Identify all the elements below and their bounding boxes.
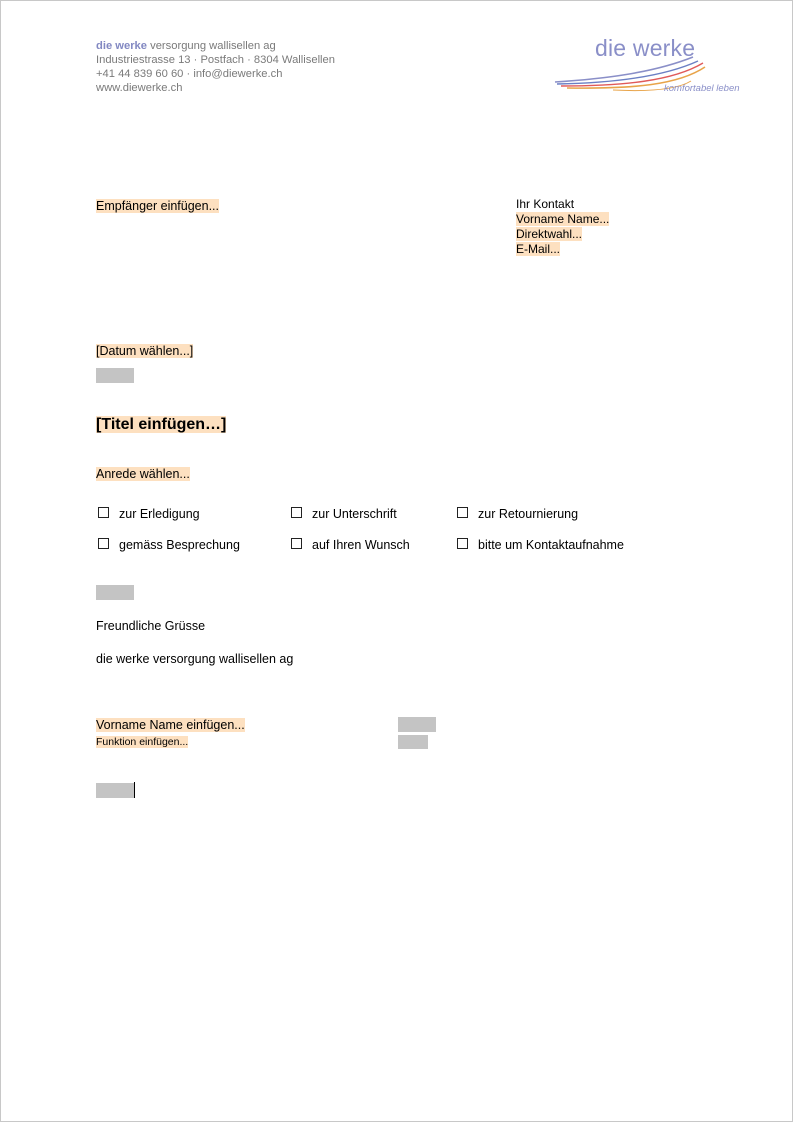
contact-phone-placeholder: Direktwahl...: [516, 227, 583, 241]
signature-name-field[interactable]: [96, 717, 245, 733]
date-placeholder: [Datum wählen...]: [96, 344, 194, 358]
checkbox-label: zur Erledigung: [119, 507, 200, 521]
company-logo: [553, 33, 753, 101]
logo-tagline: komfortabel leben: [664, 83, 740, 94]
sender-address: Industriestrasse 13 · Postfach · 8304 Wallisellen: [96, 54, 335, 66]
empty-field-signature-2-name[interactable]: [398, 717, 436, 732]
checkbox-square-icon[interactable]: [98, 538, 109, 549]
sender-company-rest: versorgung wallisellen ag: [147, 40, 276, 52]
contact-email-field[interactable]: [516, 242, 609, 257]
checkbox-label: zur Retournierung: [478, 507, 579, 521]
checkbox-zur-retournierung[interactable]: [457, 506, 578, 522]
date-field[interactable]: [96, 343, 193, 359]
signature-name-placeholder: Vorname Name einfügen...: [96, 718, 245, 732]
checkbox-square-icon[interactable]: [291, 538, 302, 549]
contact-heading: Ihr Kontakt: [516, 197, 575, 211]
title-placeholder: [Titel einfügen…]: [96, 416, 227, 433]
checkbox-zur-unterschrift[interactable]: [291, 506, 397, 522]
recipient-placeholder: Empfänger einfügen...: [96, 199, 219, 213]
sender-brand: die werke: [96, 40, 147, 52]
contact-block: [516, 197, 609, 257]
checkbox-bitte-um-kontaktaufnahme[interactable]: [457, 537, 624, 553]
recipient-field[interactable]: [96, 198, 219, 214]
sender-contact: +41 44 839 60 60 · info@diewerke.ch: [96, 68, 283, 80]
checkbox-gemaess-besprechung[interactable]: [98, 537, 240, 553]
sender-web: www.diewerke.ch: [96, 82, 183, 94]
contact-name-field[interactable]: [516, 212, 609, 227]
signature-function-field[interactable]: [96, 736, 188, 749]
checkbox-zur-erledigung[interactable]: [98, 506, 200, 522]
salutation-placeholder: Anrede wählen...: [96, 467, 190, 481]
checkbox-label: auf Ihren Wunsch: [312, 538, 410, 552]
closing-company: die werke versorgung wallisellen ag: [96, 652, 294, 666]
sender-block: [96, 39, 335, 95]
sender-company: [96, 39, 335, 53]
empty-field-enclosure[interactable]: [96, 783, 134, 798]
logo-wordmark: die werke: [595, 35, 696, 61]
title-field[interactable]: [96, 416, 226, 434]
checkbox-auf-ihren-wunsch[interactable]: [291, 537, 410, 553]
contact-email-placeholder: E-Mail...: [516, 242, 561, 256]
salutation-field[interactable]: [96, 466, 190, 482]
checkbox-label: gemäss Besprechung: [119, 538, 240, 552]
checkbox-square-icon[interactable]: [291, 507, 302, 518]
checkbox-label: zur Unterschrift: [312, 507, 397, 521]
checkbox-label: bitte um Kontaktaufnahme: [478, 538, 624, 552]
checkbox-square-icon[interactable]: [457, 538, 468, 549]
signature-function-placeholder: Funktion einfügen...: [96, 736, 189, 748]
empty-field-signature-2-function[interactable]: [398, 735, 428, 749]
contact-phone-field[interactable]: [516, 227, 609, 242]
contact-name-placeholder: Vorname Name...: [516, 212, 610, 226]
closing-greeting: Freundliche Grüsse: [96, 619, 206, 633]
empty-field-body[interactable]: [96, 585, 134, 600]
empty-field-after-date[interactable]: [96, 368, 134, 383]
checkbox-square-icon[interactable]: [457, 507, 468, 518]
checkbox-square-icon[interactable]: [98, 507, 109, 518]
text-cursor: [134, 782, 135, 798]
